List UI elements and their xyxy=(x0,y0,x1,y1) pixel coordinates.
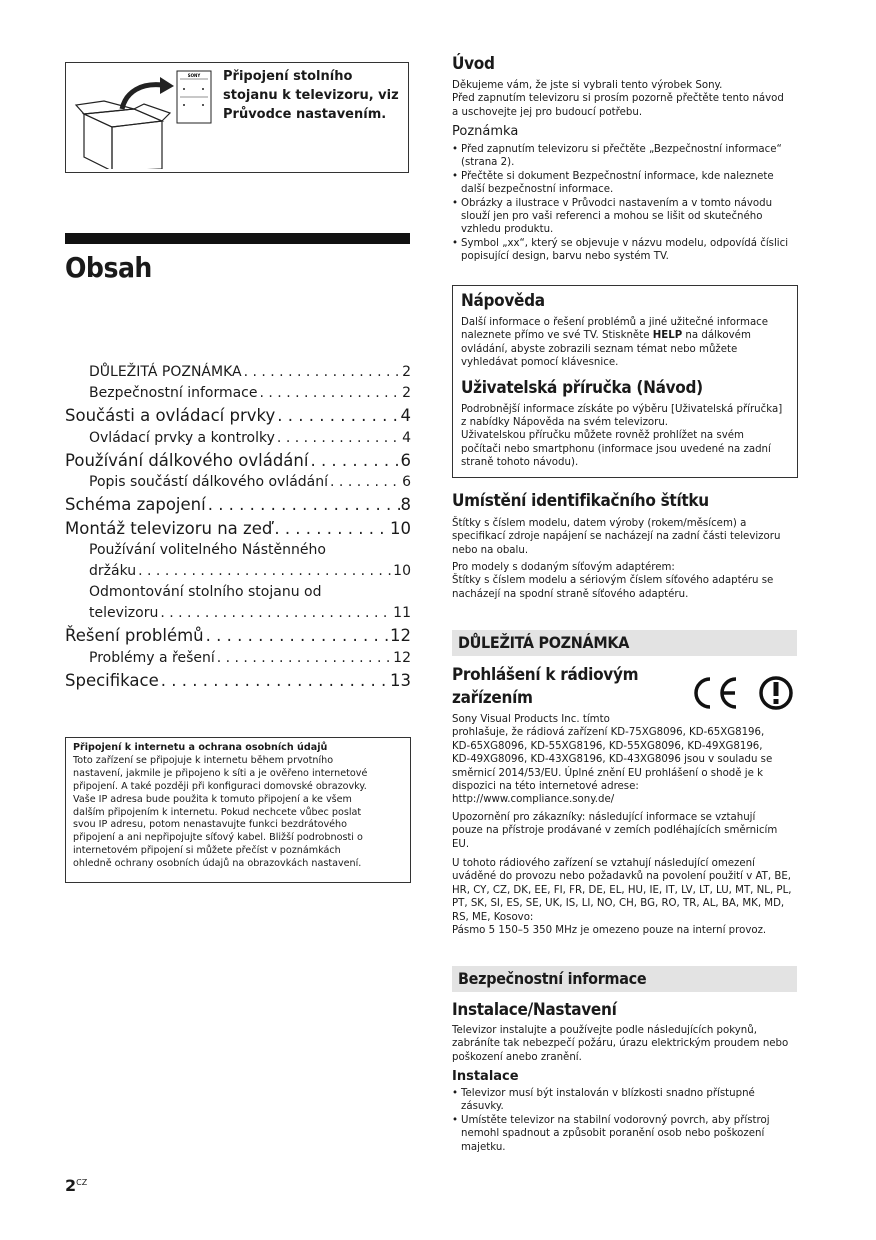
toc-entry: Problémy a řešení . . . 12 xyxy=(65,648,411,669)
setup-callout-text: Připojení stolního stojanu k televizoru, viz Průvodce nastavením. xyxy=(223,69,399,122)
list-item: • Symbol „xx“, který se objevuje v názvu modelu, odpovídá číslici popisující design, barvu nebo systém TV. xyxy=(452,237,797,264)
help-text: Další informace o řešení problémů a jiné užitečné informace naleznete přímo ve své TV. Stiskněte HELP na dálkovém ovládání, abyste zobrazili seznam témat nebo můžete vyhledávat pomocí klávesnice. xyxy=(461,317,769,369)
important-notice-band: DŮLEŽITÁ POZNÁMKA xyxy=(452,630,797,656)
toc-entry: Používání dálkového ovládání . . . 6 xyxy=(65,449,411,473)
toc-entry: Specifikace . . . 13 xyxy=(65,669,411,693)
toc-entry: Montáž televizoru na zeď . . . 10 xyxy=(65,517,411,541)
toc-entry: Popis součástí dálkového ovládání . . . 6 xyxy=(65,472,411,493)
toc-entry: Bezpečnostní informace . . . 2 xyxy=(65,383,411,404)
toc-leader-dots xyxy=(275,428,402,449)
customer-notice-text: Upozornění pro zákazníky: následující informace se vztahují pouze na přístroje prodávané v zemích podléhajících směrnicím EU. xyxy=(452,812,778,850)
toc-entry: Ovládací prvky a kontrolky . . . 4 xyxy=(65,428,411,449)
toc-entry: Řešení problémů . . . 12 xyxy=(65,624,411,648)
toc-page-number: 12 xyxy=(390,626,411,645)
toc-page-number: 8 xyxy=(400,495,411,514)
toc-page-number: 10 xyxy=(393,563,411,579)
installation-subheading: Instalace xyxy=(452,1069,519,1084)
toc-page-number: 12 xyxy=(393,649,411,666)
toc-entry: Odmontování stolního stojanu od xyxy=(89,584,322,600)
toc-leader-dots xyxy=(242,362,403,383)
toc-leader-dots xyxy=(328,472,402,493)
intro-text: Děkujeme vám, že jste si vybrali tento výrobek Sony. Před zapnutím televizoru si prosím pozorně přečtěte tento návod a uschovejte jej pro budoucí potřebu. xyxy=(452,80,784,118)
toc-leader-dots xyxy=(308,449,400,473)
privacy-title: Připojení k internetu a ochrana osobních údajů xyxy=(73,742,328,753)
tv-box-illustration-icon xyxy=(74,69,214,169)
list-item: • Přečtěte si dokument Bezpečnostní informace, kde naleznete další bezpečnostní informace. xyxy=(452,170,797,197)
ce-alert-mark-icon xyxy=(686,673,796,713)
toc-leader-dots xyxy=(275,404,400,428)
user-guide-heading: Uživatelská příručka (Návod) xyxy=(461,377,703,398)
help-key-label: HELP xyxy=(652,330,683,342)
user-guide-text: Podrobnější informace získáte po výběru [Uživatelská příručka] z nabídky Nápověda na svém televizoru. Uživatelskou příručku můžete rovněž prohlížet na svém počítači nebo smartphonu (informace jsou uvedené na zadní straně tohoto návodu). xyxy=(461,403,783,469)
toc-page-number: 2 xyxy=(402,385,411,401)
label-location-text: Štítky s číslem modelu, datem výroby (rokem/měsícem) a specifikací zdroje napájení se nacházejí na zadní části televizoru nebo na obalu. xyxy=(452,518,781,556)
adapter-label-text: Pro modely s dodaným síťovým adaptérem: Štítky s číslem modelu a sériovým číslem síťového adaptéru se nacházejí na spodní straně síťového adaptéru. xyxy=(452,562,774,600)
declaration-text: Sony Visual Products Inc. tímto prohlašuje, že rádiová zařízení KD-75XG8096, KD-65XG8196, KD-65XG8096, KD-55XG8196, KD-55XG8096, KD-49XG8196, KD-49XG8096, KD-43XG8196, KD-43XG8096 jsou v souladu se směrnicí 2014/53/EU. Úplné znění EU prohlášení o shodě je k dispozici na této internetové adrese: http://www.compliance.sony.de/ xyxy=(452,714,773,806)
toc-entry: DŮLEŽITÁ POZNÁMKA . . . 2 xyxy=(65,362,411,383)
list-item: • Obrázky a ilustrace v Průvodci nastavením a v tomto návodu slouží jen pro vaši referenci a mohou se lišit od skutečného vzhledu produktu. xyxy=(452,197,797,237)
toc-leader-dots xyxy=(159,669,390,693)
intro-heading: Úvod xyxy=(452,54,495,74)
toc-leader-dots xyxy=(258,383,403,404)
privacy-notice-box: Připojení k internetu a ochrana osobních údajů Toto zařízení se připojuje k internetu během prvotního nastavení, jakmile je připojeno k síti a je ověřeno internetové připojení. A také později při konfiguraci domovské obrazovky. Vaše IP adresa bude použita k tomuto připojení a ke všem dalším připojením k internetu. Pokud nechcete vůbec poslat svou IP adresu, potom nenastavujte funkci bezdrátového připojení a ani nepřipojujte síťový kabel. Bližší podrobnosti o internetovém připojení si můžete přečíst v poznámkách ohledně ochrany osobních údajů na obrazovkách nastavení. xyxy=(65,737,411,883)
note-list xyxy=(452,143,797,264)
toc-leader-dots xyxy=(204,624,390,648)
label-location-heading: Umístění identifikačního štítku xyxy=(452,491,709,511)
toc-title: Obsah xyxy=(65,251,152,284)
list-item: • Umístěte televizor na stabilní vodorovný povrch, aby přístroj nemohl spadnout a způsobit poranění osob nebo poškození majetku. xyxy=(452,1114,797,1154)
list-item: • Před zapnutím televizoru si přečtěte „Bezpečnostní informace“ (strana 2). xyxy=(452,143,797,170)
help-heading: Nápověda xyxy=(461,291,545,311)
toc-entry: Součásti a ovládací prvky . . . 4 xyxy=(65,404,411,428)
safety-info-band: Bezpečnostní informace xyxy=(452,966,797,992)
setup-callout-box xyxy=(65,62,409,173)
radio-declaration-heading: Prohlášení k rádiovým zařízením xyxy=(452,665,639,708)
toc-entry: Používání volitelného Nástěnného xyxy=(89,542,326,558)
installation-text: Televizor instalujte a používejte podle následujících pokynů, zabráníte tak nebezpečí požáru, úrazu elektrickým proudem nebo poškození anebo zranění. xyxy=(452,1025,789,1063)
toc-leader-dots xyxy=(215,648,393,669)
toc-leader-dots xyxy=(136,561,393,582)
toc-divider-bar xyxy=(65,233,410,244)
toc-page-number: 6 xyxy=(402,474,411,490)
toc-page-number: 4 xyxy=(402,429,411,446)
note-heading: Poznámka xyxy=(452,124,519,139)
toc-page-number: 4 xyxy=(400,406,411,425)
list-item: • Televizor musí být instalován v blízkosti snadno přístupné zásuvky. xyxy=(452,1087,797,1114)
toc-page-number: 2 xyxy=(402,364,411,380)
toc-entry: Schéma zapojení . . . 8 xyxy=(65,493,411,517)
installation-heading: Instalace/Nastavení xyxy=(452,1000,617,1020)
table-of-contents xyxy=(65,362,411,692)
toc-page-number: 10 xyxy=(390,518,411,538)
help-info-box xyxy=(452,285,798,478)
toc-page-number: 11 xyxy=(393,605,411,621)
installation-list xyxy=(452,1087,797,1154)
toc-entry: držáku . . . 10 xyxy=(65,561,411,582)
toc-leader-dots xyxy=(206,493,401,517)
toc-leader-dots xyxy=(158,603,393,624)
page-number: $2^{CZ}$ xyxy=(65,1176,88,1195)
booklet-brand: SONY xyxy=(187,73,201,78)
toc-entry: televizoru . . . 11 xyxy=(65,603,411,624)
toc-leader-dots xyxy=(272,517,390,541)
toc-page-number: 13 xyxy=(390,670,411,690)
toc-page-number: 6 xyxy=(400,450,411,470)
radio-restriction-text: U tohoto rádiového zařízení se vztahují následující omezení uváděné do provozu nebo požadavků na povolení použití v AT, BE, HR, CY, CZ, DK, EE, FI, FR, DE, EL, HU, IE, IT, LV, LT, LU, MT, NL, PL, PT, SK, SI, ES, SE, UK, IS, LI, NO, CH, BG, RO, TR, AL, BA, MK, MD, RS, ME, Kosovo: Pásmo 5 150–5 350 MHz je omezeno pouze na interní provoz. xyxy=(452,858,792,937)
